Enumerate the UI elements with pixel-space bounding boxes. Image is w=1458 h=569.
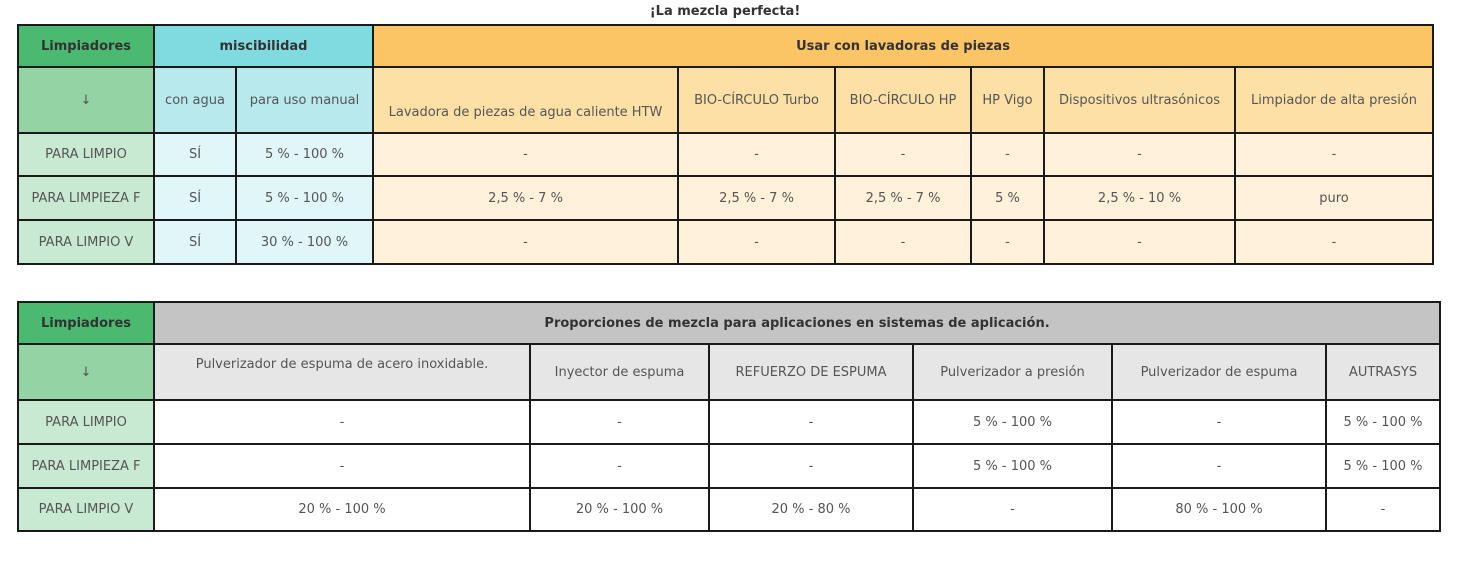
- cell-bio-turbo: -: [678, 133, 835, 176]
- cell-hp-vigo: -: [971, 133, 1044, 176]
- htw-washer-header: Lavadora de piezas de agua caliente HTW: [373, 67, 678, 133]
- page-title: ¡La mezcla perfecta!: [649, 4, 801, 19]
- cell-pressure-sprayer: 5 % - 100 %: [913, 444, 1112, 488]
- cell-hp-vigo: 5 %: [971, 176, 1044, 220]
- table-header-row: [18, 25, 1433, 67]
- table-row: [18, 400, 1440, 444]
- cell-foam-booster: -: [709, 400, 913, 444]
- cell-bio-hp: -: [835, 220, 971, 264]
- cell-water: SÍ: [154, 220, 236, 264]
- foam-booster-header: REFUERZO DE ESPUMA: [709, 344, 913, 400]
- table-header-row: [18, 302, 1440, 344]
- cell-pressure-sprayer: 5 % - 100 %: [913, 400, 1112, 444]
- cell-htw: -: [373, 220, 678, 264]
- cell-bio-turbo: 2,5 % - 7 %: [678, 176, 835, 220]
- cell-htw: -: [373, 133, 678, 176]
- cell-foam-injector: 20 % - 100 %: [530, 488, 709, 531]
- table-row: [18, 488, 1440, 531]
- down-arrow-icon: ↓: [18, 67, 154, 133]
- cell-foam-injector: -: [530, 400, 709, 444]
- cell-foam-injector: -: [530, 444, 709, 488]
- cell-autrasys: 5 % - 100 %: [1326, 444, 1440, 488]
- table-row: [18, 444, 1440, 488]
- cell-manual: 30 % - 100 %: [236, 220, 373, 264]
- foam-sprayer-header: Pulverizador de espuma: [1112, 344, 1326, 400]
- row-label: PARA LIMPIEZA F: [18, 444, 154, 488]
- down-arrow-icon: ↓: [18, 344, 154, 400]
- row-label: PARA LIMPIO V: [18, 220, 154, 264]
- hp-vigo-header: HP Vigo: [971, 67, 1044, 133]
- miscibility-header: miscibilidad: [154, 25, 373, 67]
- cell-ultrasonic: -: [1044, 220, 1235, 264]
- autrasys-header: AUTRASYS: [1326, 344, 1440, 400]
- table-subheader-row: [18, 67, 1433, 133]
- cell-foam-sprayer: -: [1112, 400, 1326, 444]
- cell-high-pressure: puro: [1235, 176, 1433, 220]
- cell-manual: 5 % - 100 %: [236, 133, 373, 176]
- with-water-header: con agua: [154, 67, 236, 133]
- cell-bio-turbo: -: [678, 220, 835, 264]
- cell-high-pressure: -: [1235, 133, 1433, 176]
- cell-stainless-foam: -: [154, 400, 530, 444]
- cell-foam-sprayer: -: [1112, 444, 1326, 488]
- cell-manual: 5 % - 100 %: [236, 176, 373, 220]
- cell-high-pressure: -: [1235, 220, 1433, 264]
- mix-ratios-header: Proporciones de mezcla para aplicaciones en sistemas de aplicación.: [154, 302, 1440, 344]
- cell-bio-hp: -: [835, 133, 971, 176]
- row-label: PARA LIMPIO: [18, 133, 154, 176]
- cell-stainless-foam: 20 % - 100 %: [154, 488, 530, 531]
- cell-hp-vigo: -: [971, 220, 1044, 264]
- bio-turbo-header: BIO-CÍRCULO Turbo: [678, 67, 835, 133]
- cell-water: SÍ: [154, 133, 236, 176]
- pressure-sprayer-header: Pulverizador a presión: [913, 344, 1112, 400]
- cell-water: SÍ: [154, 176, 236, 220]
- washer-compatibility-table: [17, 24, 1434, 265]
- row-label: PARA LIMPIEZA F: [18, 176, 154, 220]
- application-systems-table: [17, 301, 1441, 532]
- cell-foam-booster: 20 % - 80 %: [709, 488, 913, 531]
- table-subheader-row: [18, 344, 1440, 400]
- row-label: PARA LIMPIO V: [18, 488, 154, 531]
- cell-pressure-sprayer: -: [913, 488, 1112, 531]
- cleaners-header: Limpiadores: [18, 25, 154, 67]
- cell-stainless-foam: -: [154, 444, 530, 488]
- row-label: PARA LIMPIO: [18, 400, 154, 444]
- cell-autrasys: 5 % - 100 %: [1326, 400, 1440, 444]
- cell-ultrasonic: 2,5 % - 10 %: [1044, 176, 1235, 220]
- manual-use-header: para uso manual: [236, 67, 373, 133]
- cell-foam-booster: -: [709, 444, 913, 488]
- cell-bio-hp: 2,5 % - 7 %: [835, 176, 971, 220]
- bio-hp-header: BIO-CÍRCULO HP: [835, 67, 971, 133]
- high-pressure-header: Limpiador de alta presión: [1235, 67, 1433, 133]
- foam-injector-header: Inyector de espuma: [530, 344, 709, 400]
- table-row: [18, 176, 1433, 220]
- table-row: [18, 133, 1433, 176]
- washers-header: Usar con lavadoras de piezas: [373, 25, 1433, 67]
- cell-foam-sprayer: 80 % - 100 %: [1112, 488, 1326, 531]
- cleaners-header: Limpiadores: [18, 302, 154, 344]
- cell-ultrasonic: -: [1044, 133, 1235, 176]
- cell-htw: 2,5 % - 7 %: [373, 176, 678, 220]
- stainless-foam-sprayer-header: Pulverizador de espuma de acero inoxidable.: [154, 344, 530, 400]
- ultrasonic-header: Dispositivos ultrasónicos: [1044, 67, 1235, 133]
- cell-autrasys: -: [1326, 488, 1440, 531]
- table-row: [18, 220, 1433, 264]
